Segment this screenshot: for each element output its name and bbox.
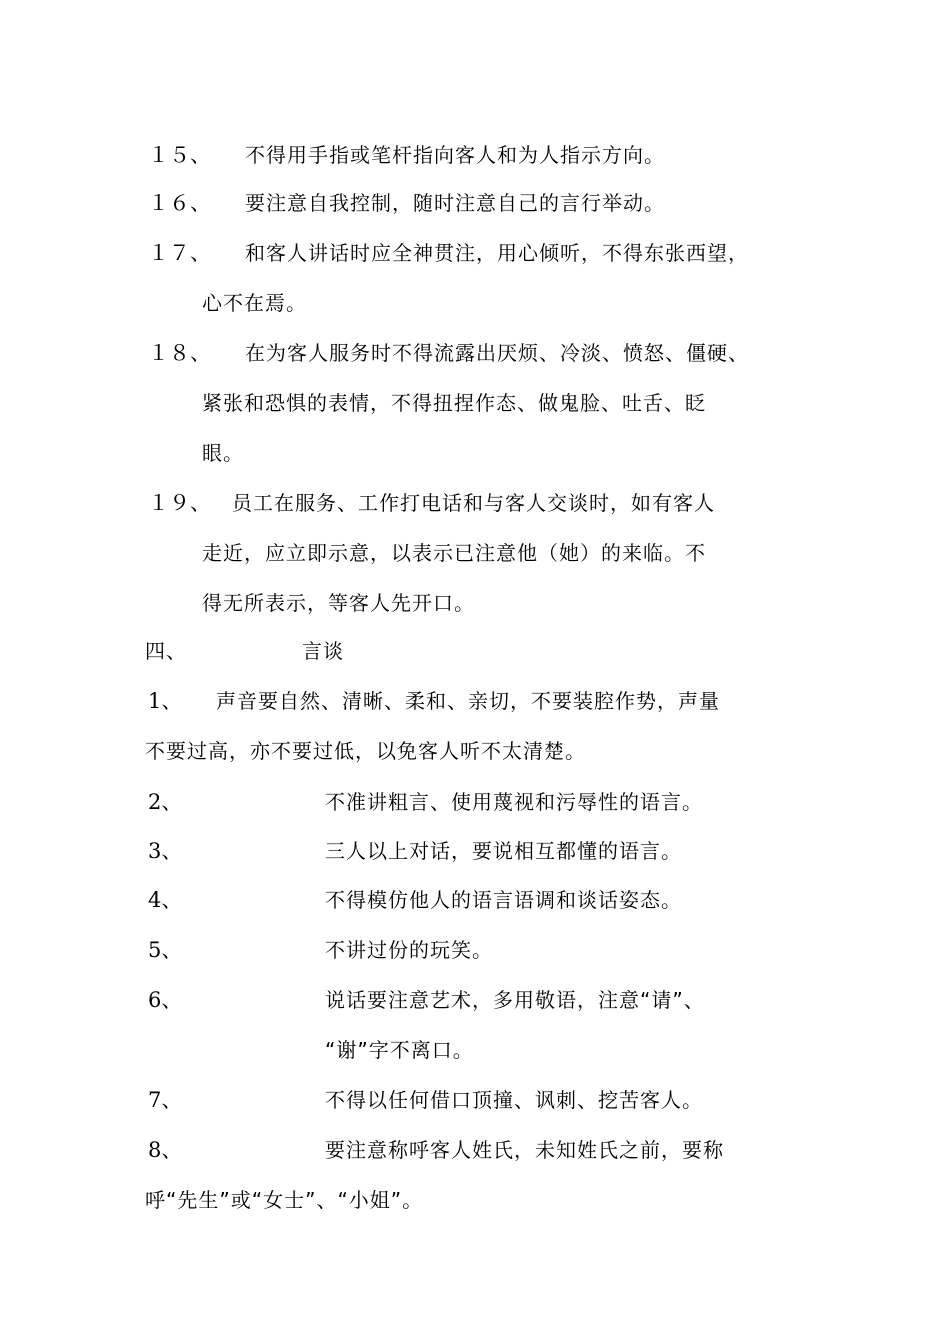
item-18-line-2: 紧张和恐惧的表情，不得扭捏作态、做鬼脸、吐舌、眨 [202,391,706,415]
talk-6-line-1: 说话要注意艺术，多用敬语，注意“请”、 [325,988,705,1012]
talk-5-number: 5、 [148,938,183,962]
section-number: 四、 [145,639,187,663]
item-19-line-2: 走近，应立即示意，以表示已注意他（她）的来临。不 [202,541,706,565]
talk-7-text: 不得以任何借口顶撞、讽刺、挖苦客人。 [325,1088,703,1112]
talk-1-number: 1、 [148,689,183,713]
talk-8-line-1: 要注意称呼客人姓氏，未知姓氏之前，要称 [325,1138,724,1162]
talk-2-text: 不准讲粗言、使用蔑视和污辱性的语言。 [325,790,703,814]
item-19-number: １９、 [148,491,211,515]
talk-4-text: 不得模仿他人的语言语调和谈话姿态。 [325,888,682,912]
talk-2-number: 2、 [148,790,183,814]
section-title: 言谈 [302,639,344,663]
talk-4-number: 4、 [148,888,183,912]
talk-8-line-2: 呼“先生”或“女士”、“小姐”。 [145,1188,424,1212]
talk-8-number: 8、 [148,1138,183,1162]
talk-3-text: 三人以上对话，要说相互都懂的语言。 [325,839,682,863]
item-18-line-1: 在为客人服务时不得流露出厌烦、冷淡、愤怒、僵硬、 [245,341,749,365]
talk-1-line-1: 声音要自然、清晰、柔和、亲切，不要装腔作势，声量 [216,689,720,713]
item-19-line-3: 得无所表示，等客人先开口。 [202,591,475,615]
item-16-number: １６、 [148,191,211,215]
talk-1-line-2: 不要过高，亦不要过低，以免客人听不太清楚。 [145,739,586,763]
item-17-number: １７、 [148,241,211,265]
item-16-text: 要注意自我控制，随时注意自己的言行举动。 [245,191,665,215]
item-19-line-1: 员工在服务、工作打电话和与客人交谈时，如有客人 [232,491,715,515]
talk-7-number: 7、 [148,1088,183,1112]
talk-6-number: 6、 [148,988,183,1012]
talk-3-number: 3、 [148,839,183,863]
item-17-line-2: 心不在焉。 [202,291,307,315]
item-18-line-3: 眼。 [202,441,244,465]
item-15-number: １５、 [148,143,211,167]
talk-6-line-2: “谢”字不离口。 [325,1038,474,1062]
item-17-line-1: 和客人讲话时应全神贯注，用心倾听，不得东张西望， [245,241,749,265]
item-15-text: 不得用手指或笔杆指向客人和为人指示方向。 [245,143,665,167]
item-18-number: １８、 [148,341,211,365]
talk-5-text: 不讲过份的玩笑。 [325,938,493,962]
